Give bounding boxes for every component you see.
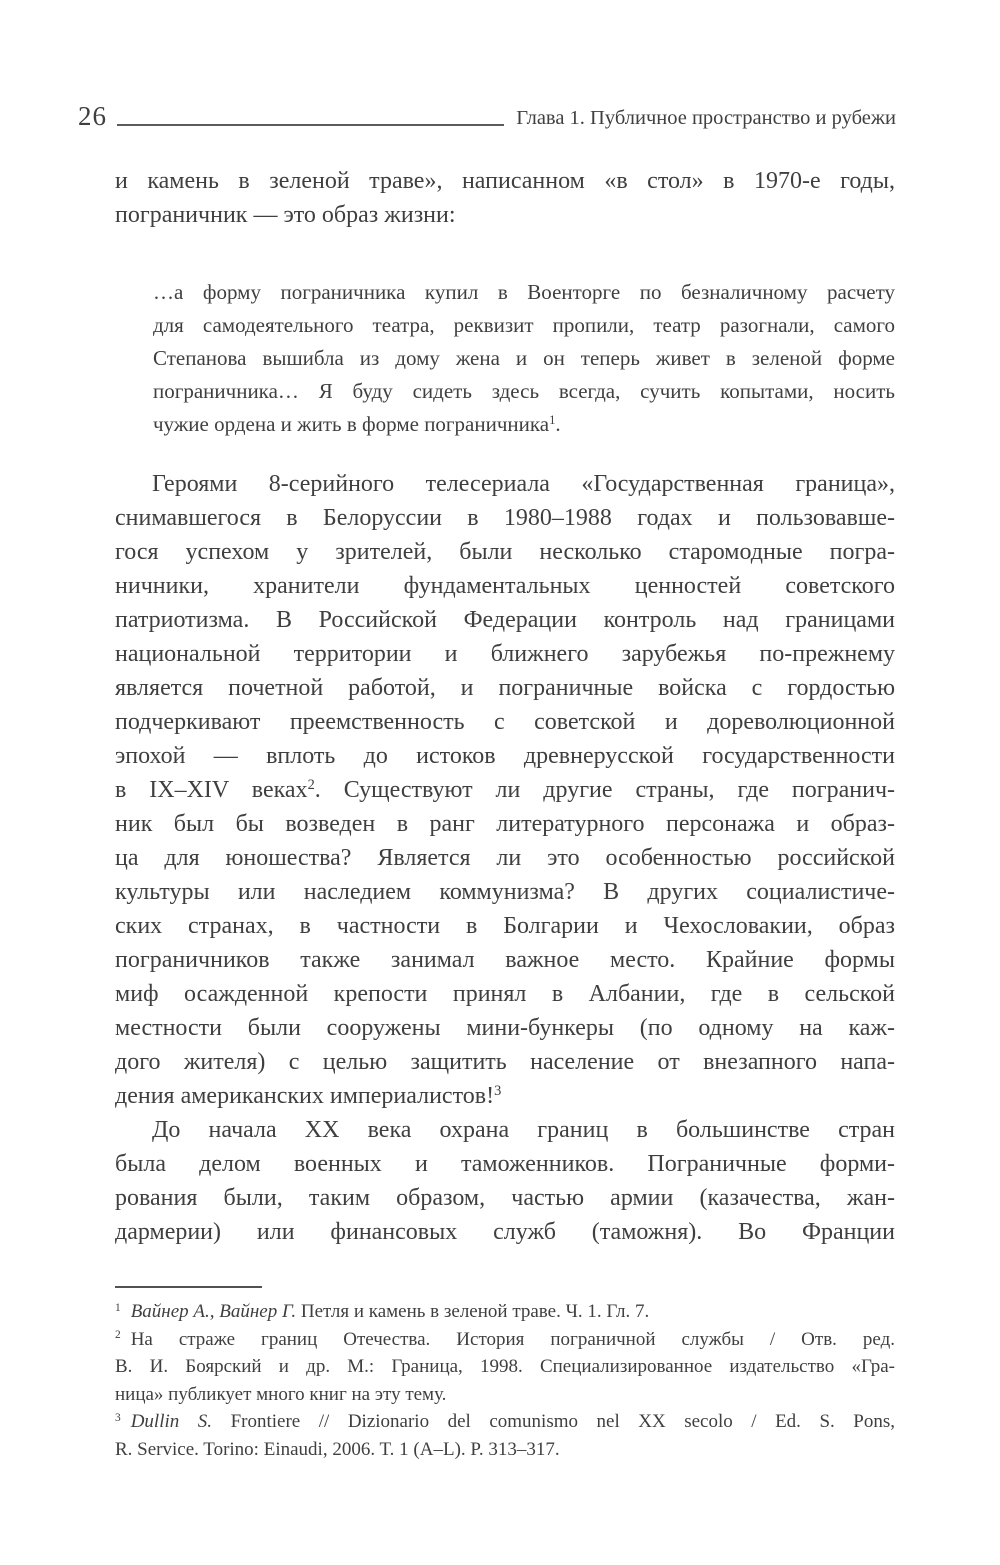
text-line: и камень в зеленой траве», написанном «в стол» в 1970-е годы, — [115, 168, 895, 194]
footnote-ref-1: 1 — [549, 413, 556, 428]
text-line: снимавшегося в Белоруссии в 1980–1988 годах и пользовавше- — [115, 505, 895, 531]
text-line: пограничников также занимал важное место. Крайние формы — [115, 947, 895, 973]
footnote-2-line: ница» публикует много книг на эту тему. — [115, 1383, 447, 1405]
block-quote — [153, 276, 895, 441]
text-line: эпохой — вплоть до истоков древнерусской государственности — [115, 743, 895, 769]
body-text: в IX–XIV веках — [115, 777, 308, 803]
footnote-marker-3: 3 — [115, 1411, 121, 1424]
text-line: ских странах, в частности в Болгарии и Чехословакии, образ — [115, 913, 895, 939]
text-line: До начала XX века охрана границ в большинстве стран — [152, 1117, 895, 1143]
quote-text: . — [555, 412, 561, 436]
footnote-1 — [115, 1298, 895, 1326]
text-line: местности были сооружены мини-бункеры (по одному на каж- — [115, 1015, 895, 1041]
quote-line: …а форму пограничника купил в Военторге по безналичному расчету — [153, 280, 895, 304]
page-number: 26 — [78, 101, 107, 131]
footnote-2 — [115, 1326, 895, 1354]
text-line: дого жителя) с целью защитить население от внезапного напа- — [115, 1049, 895, 1075]
text-line: миф осажденной крепости принял в Албании, где в сельской — [115, 981, 895, 1007]
text-line: гося успехом у зрителей, были несколько старомодные погра- — [115, 539, 895, 565]
footnote-text: Петля и камень в зеленой траве. Ч. 1. Гл. 7. — [296, 1301, 650, 1322]
paragraph-intro — [115, 164, 895, 232]
text-line: национальной территории и ближнего зарубежья по-прежнему — [115, 641, 895, 667]
text-line: ничники, хранители фундаментальных ценностей советского — [115, 573, 895, 599]
text-line: культуры или наследием коммунизма? В других социалистиче- — [115, 879, 895, 905]
text-line — [115, 1079, 895, 1113]
text-line: пограничник — это образ жизни: — [115, 202, 456, 228]
text-line: ник был бы возведен в ранг литературного персонажа и образ- — [115, 811, 895, 837]
body-text: . Существуют ли другие страны, где погранич- — [314, 777, 896, 803]
footnote-authors: Dullin S. — [130, 1411, 213, 1432]
quote-line: пограничника… Я буду сидеть здесь всегда, сучить копытами, носить — [153, 379, 895, 403]
text-line: ца для юношества? Является ли это особенностью российской — [115, 845, 895, 871]
footnote-authors: Вайнер А., Вайнер Г. — [130, 1301, 297, 1322]
quote-line — [153, 408, 895, 441]
text-line: подчеркивают преемственность с советской и дореволюционной — [115, 709, 895, 735]
footnote-marker-1: 1 — [115, 1301, 121, 1314]
footnote-3 — [115, 1408, 895, 1436]
text-line: патриотизма. В Российской Федерации контроль над границами — [115, 607, 895, 633]
running-header-title: Глава 1. Публичное пространство и рубежи — [516, 106, 896, 129]
quote-line: для самодеятельного театра, реквизит пропили, театр разогнали, самого — [153, 313, 895, 337]
footnote-text: Frontiere // Dizionario del comunismo nel XX secolo / Ed. S. Pons, — [212, 1411, 896, 1432]
text-line: дармерии) или финансовых служб (таможня). Во Франции — [115, 1219, 895, 1245]
footnote-ref-2: 2 — [307, 777, 315, 794]
page-header — [78, 98, 896, 130]
quote-line: Степанова вышибла из дому жена и он теперь живет в зеленой форме — [153, 346, 895, 370]
text-line: является почетной работой, и пограничные войска с гордостью — [115, 675, 895, 701]
text-line — [115, 773, 895, 807]
footnote-ref-3: 3 — [494, 1083, 502, 1100]
paragraph-main — [115, 467, 895, 1249]
footnote-3-line: R. Service. Torino: Einaudi, 2006. T. 1 (A–L). P. 313–317. — [115, 1438, 560, 1460]
text-line: рования были, таким образом, частью армии (казачества, жан- — [115, 1185, 895, 1211]
footnote-marker-2: 2 — [115, 1329, 121, 1342]
footnote-rule — [115, 1286, 262, 1288]
quote-text: чужие ордена и жить в форме пограничника — [153, 412, 550, 436]
footnote-2-line: В. И. Боярский и др. М.: Граница, 1998. Специализированное издательство «Гра- — [115, 1356, 895, 1377]
footnote-text: На страже границ Отечества. История пограничной службы / Отв. ред. — [130, 1328, 895, 1350]
body-text: дения американских империалистов! — [115, 1083, 495, 1109]
footnotes — [115, 1298, 895, 1463]
text-line: была делом военных и таможенников. Пограничные форми- — [115, 1151, 895, 1177]
header-rule — [117, 124, 504, 126]
text-line: Героями 8-серийного телесериала «Государственная граница», — [152, 471, 895, 497]
